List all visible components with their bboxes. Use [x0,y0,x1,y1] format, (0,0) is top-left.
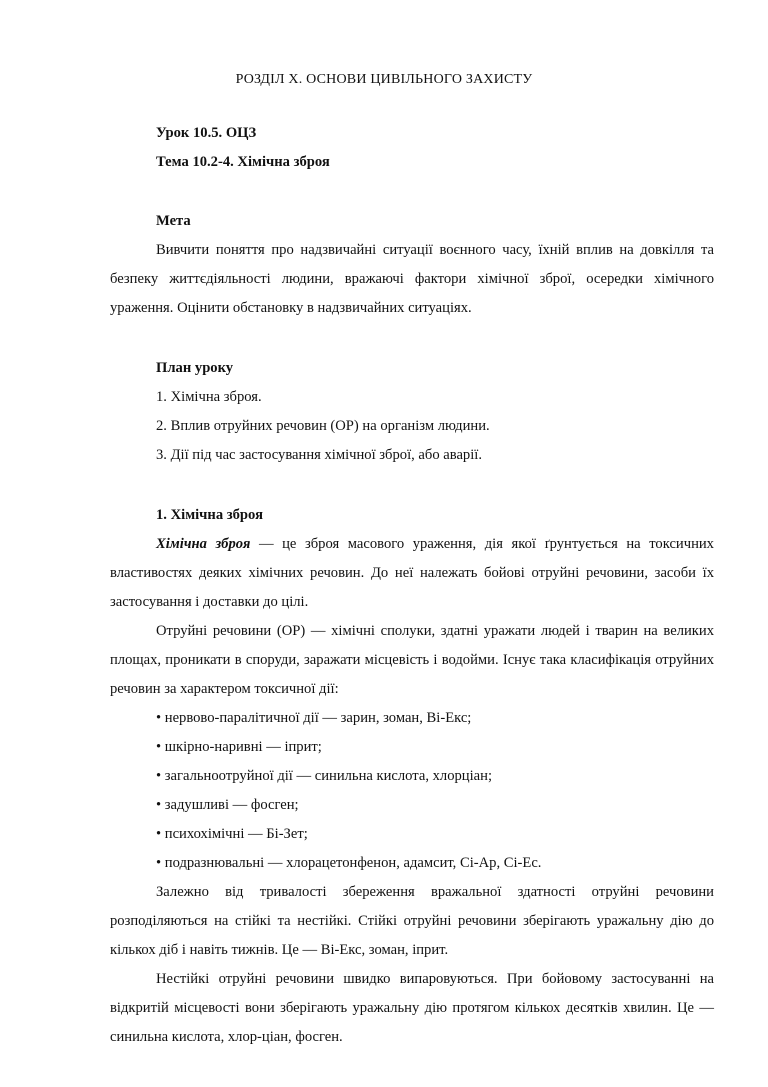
definition-term: Хімічна зброя [156,536,251,552]
definition-paragraph [110,530,714,617]
section-title: РОЗДІЛ Х. ОСНОВИ ЦИВІЛЬНОГО ЗАХИСТУ [235,72,533,87]
classification-bullet: • подразнювальні — хлорацетонфенон, адамсит, Сі-Ар, Сі-Ес. [156,855,542,871]
section1-heading: 1. Хімічна зброя [156,507,263,523]
spacer [110,177,714,207]
classification-bullet: • шкірно-наривні — іприт; [156,739,322,755]
classification-bullet: • задушливі — фосген; [156,797,299,813]
goal-text: Вивчити поняття про надзвичайні ситуації воєнного часу, їхній вплив на довкілля та безпеку життєдіяльності людини, вражаючі фактори хімічної зброї, осередки хімічного ураження. Оцінити обстановку в надзвичайних ситуаціях. [110,242,714,316]
spacer [110,470,714,501]
plan-item: 2. Вплив отруйних речовин (ОР) на організм людини. [156,418,490,434]
stable-substances-paragraph: Залежно від тривалості збереження вражальної здатності отруйні речовини розподіляються на стійкі та нестійкі. Стійкі отруйні речовини зберігають уражальну дію до кількох діб і навіть тижнів. Це — Ві-Екс, зоман, іприт. [110,884,714,958]
plan-heading: План уроку [156,360,234,376]
classification-bullet: • психохімічні — Бі-Зет; [156,826,308,842]
classification-bullet: • загальноотруйної дії — синильна кислота, хлорціан; [156,768,492,784]
definition-text: — це зброя масового ураження, дія якої ґрунтується на токсичних властивостях деяких хімічних речовин. До неї належать бойові отруйні речовини, засоби їх застосування і доставки до цілі. [110,536,714,610]
classification-bullet: • нервово-паралітичної дії — зарин, зоман, Ві-Екс; [156,710,472,726]
unstable-substances-paragraph: Нестійкі отруйні речовини швидко випаровуються. При бойовому застосуванні на відкритій місцевості вони зберігають уражальну дію протягом кількох десятків хвилин. Це — синильна кислота, хлор-ціан, фосген. [110,971,714,1045]
toxic-substances-paragraph: Отруйні речовини (ОР) — хімічні сполуки, здатні уражати людей і тварин на великих площах, проникати в споруди, заражати місцевість і водойми. Існує така класифікація отруйних речовин за характером токсичної дії: [110,623,714,697]
spacer [110,323,714,354]
lesson-number: Урок 10.5. ОЦЗ [156,125,257,141]
goal-heading: Мета [156,213,191,229]
lesson-topic: Тема 10.2-4. Хімічна зброя [156,154,330,170]
plan-item: 3. Дії під час застосування хімічної зброї, або аварії. [156,447,482,463]
document-body [110,119,714,1052]
plan-item: 1. Хімічна зброя. [156,389,262,405]
